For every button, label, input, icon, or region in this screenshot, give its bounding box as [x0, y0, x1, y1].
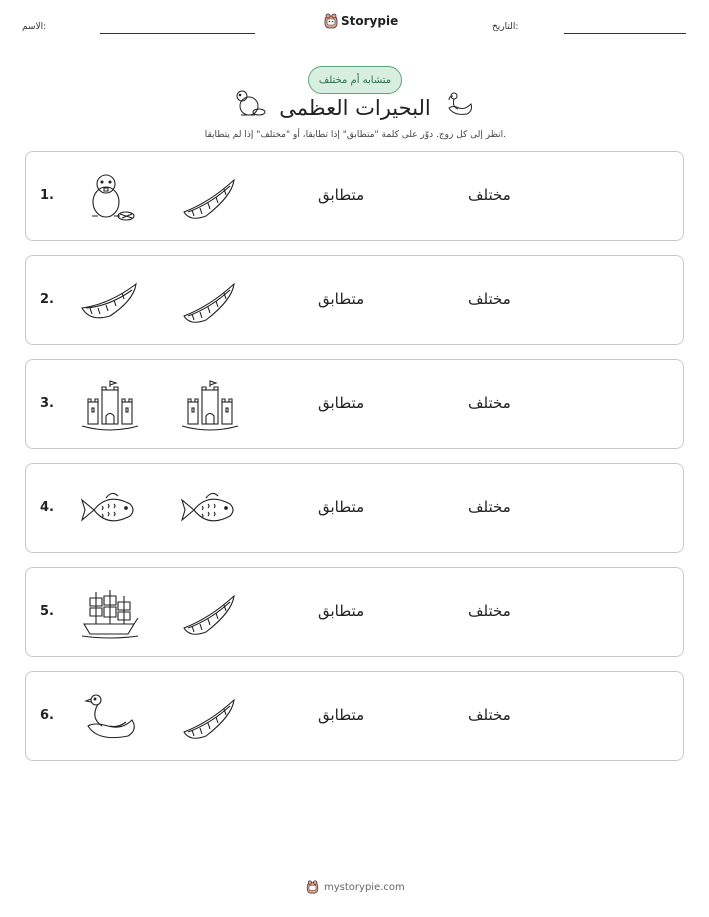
different-option[interactable]: مختلف — [468, 498, 511, 516]
different-option[interactable]: مختلف — [468, 186, 511, 204]
canoe-icon — [180, 172, 240, 224]
question-number: 4. — [40, 500, 54, 515]
canoe-icon — [80, 276, 140, 328]
different-option[interactable]: مختلف — [468, 394, 511, 412]
footer-site-link[interactable]: mystorypie.com — [324, 881, 405, 893]
question-number: 2. — [40, 292, 54, 307]
same-option[interactable]: متطابق — [318, 394, 365, 412]
same-option[interactable]: متطابق — [318, 290, 365, 308]
castle-icon — [80, 380, 140, 432]
date-line — [564, 33, 686, 34]
question-number: 3. — [40, 396, 54, 411]
name-line — [100, 33, 255, 34]
beaver-icon — [80, 172, 140, 224]
question-row — [25, 567, 684, 657]
brand-name: Storypie — [341, 14, 399, 28]
brand-logo — [324, 13, 398, 29]
question-number: 6. — [40, 708, 54, 723]
page-title: البحيرات العظمى — [279, 96, 431, 120]
fish-icon — [80, 484, 140, 536]
category-badge: متشابه أم مختلف — [308, 66, 402, 94]
footer — [306, 880, 405, 894]
question-number: 1. — [40, 188, 54, 203]
different-option[interactable]: مختلف — [468, 706, 511, 724]
swan-icon — [446, 92, 474, 118]
question-row — [25, 359, 684, 449]
storypie-mascot-icon — [306, 880, 319, 894]
question-row — [25, 151, 684, 241]
ship-icon — [80, 588, 140, 640]
canoe-icon — [180, 588, 240, 640]
swan-icon — [80, 692, 140, 744]
question-row — [25, 671, 684, 761]
canoe-icon — [180, 692, 240, 744]
question-row — [25, 255, 684, 345]
castle-icon — [180, 380, 240, 432]
different-option[interactable]: مختلف — [468, 290, 511, 308]
name-label: الاسم: — [22, 22, 47, 32]
storypie-mascot-icon — [324, 13, 338, 29]
same-option[interactable]: متطابق — [318, 498, 365, 516]
same-option[interactable]: متطابق — [318, 706, 365, 724]
fish-icon — [180, 484, 240, 536]
instructions: انظر إلى كل زوج. دوّر على كلمة "متطابق" إذا تطابقا، أو "مختلف" إذا لم يتطابقا. — [204, 130, 506, 140]
different-option[interactable]: مختلف — [468, 602, 511, 620]
canoe-icon — [180, 276, 240, 328]
question-number: 5. — [40, 604, 54, 619]
date-label: التاريخ: — [492, 22, 519, 32]
question-row — [25, 463, 684, 553]
same-option[interactable]: متطابق — [318, 186, 365, 204]
same-option[interactable]: متطابق — [318, 602, 365, 620]
